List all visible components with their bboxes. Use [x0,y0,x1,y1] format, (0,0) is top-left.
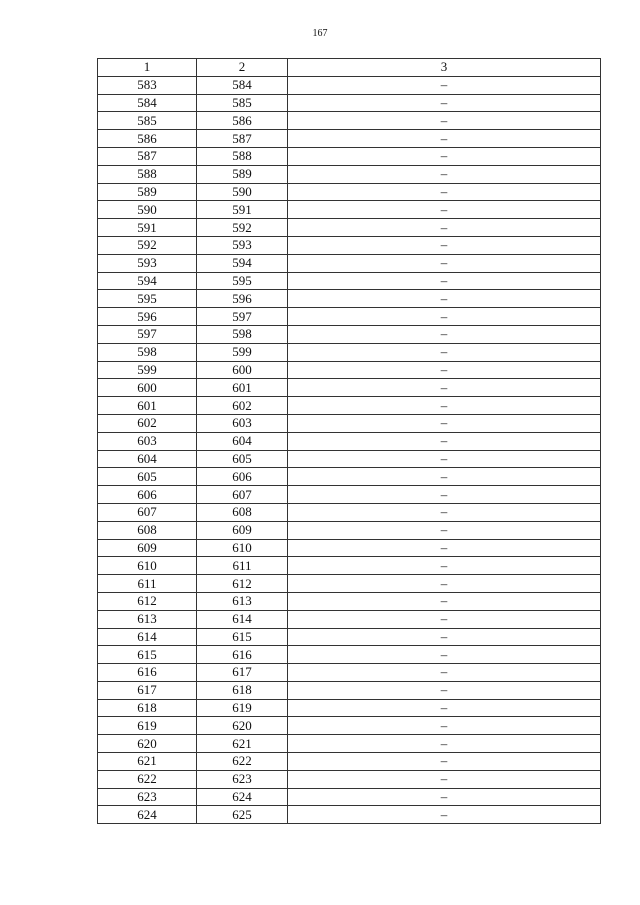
column-header-2: 2 [197,59,288,77]
table-cell-col-2: 607 [197,486,288,504]
table-cell-col-2: 624 [197,788,288,806]
table-cell-col-2: 614 [197,610,288,628]
table-cell-col-3: – [288,664,601,682]
table-cell-col-1: 620 [98,735,197,753]
table-cell-col-3: – [288,575,601,593]
table-row [98,592,601,610]
data-table [97,58,601,824]
table-cell-col-2: 611 [197,557,288,575]
table-cell-col-3: – [288,325,601,343]
table-cell-col-2: 584 [197,76,288,94]
table-cell-col-2: 599 [197,343,288,361]
table-cell-col-1: 618 [98,699,197,717]
table-cell-col-3: – [288,183,601,201]
table-cell-col-2: 585 [197,94,288,112]
table-cell-col-1: 617 [98,681,197,699]
table-cell-col-1: 622 [98,770,197,788]
table-body [98,76,601,823]
table-row [98,699,601,717]
table-cell-col-3: – [288,592,601,610]
table-header-row [98,59,601,77]
table-cell-col-3: – [288,717,601,735]
table-row [98,130,601,148]
table-cell-col-2: 616 [197,646,288,664]
table-row [98,361,601,379]
table-cell-col-2: 603 [197,414,288,432]
table-cell-col-1: 603 [98,432,197,450]
table-cell-col-1: 592 [98,236,197,254]
table-cell-col-1: 601 [98,397,197,415]
table-cell-col-2: 598 [197,325,288,343]
table-cell-col-2: 587 [197,130,288,148]
table-cell-col-3: – [288,165,601,183]
table-cell-col-1: 584 [98,94,197,112]
table-cell-col-1: 588 [98,165,197,183]
table-row [98,646,601,664]
table-row [98,397,601,415]
table-row [98,219,601,237]
table-cell-col-3: – [288,308,601,326]
table-row [98,610,601,628]
table-cell-col-3: – [288,770,601,788]
table-cell-col-1: 604 [98,450,197,468]
table-cell-col-1: 585 [98,112,197,130]
table-cell-col-2: 621 [197,735,288,753]
table-cell-col-2: 593 [197,236,288,254]
table-cell-col-1: 596 [98,308,197,326]
table-cell-col-2: 622 [197,753,288,771]
table-cell-col-3: – [288,468,601,486]
table-cell-col-1: 623 [98,788,197,806]
table-cell-col-2: 592 [197,219,288,237]
table-cell-col-2: 595 [197,272,288,290]
table-cell-col-1: 586 [98,130,197,148]
table-cell-col-1: 591 [98,219,197,237]
table-row [98,806,601,824]
table-cell-col-1: 612 [98,592,197,610]
table-row [98,521,601,539]
table-cell-col-1: 615 [98,646,197,664]
table-row [98,486,601,504]
table-cell-col-2: 618 [197,681,288,699]
table-row [98,201,601,219]
table-cell-col-3: – [288,699,601,717]
table-cell-col-2: 590 [197,183,288,201]
table-cell-col-3: – [288,201,601,219]
table-cell-col-3: – [288,76,601,94]
table-cell-col-1: 602 [98,414,197,432]
table-cell-col-2: 623 [197,770,288,788]
table-cell-col-1: 587 [98,147,197,165]
table-cell-col-3: – [288,254,601,272]
table-cell-col-3: – [288,450,601,468]
table-cell-col-3: – [288,361,601,379]
table-row [98,770,601,788]
table-cell-col-3: – [288,735,601,753]
table-cell-col-2: 612 [197,575,288,593]
table-cell-col-3: – [288,130,601,148]
table-cell-col-3: – [288,414,601,432]
table-row [98,290,601,308]
table-cell-col-1: 613 [98,610,197,628]
table-row [98,681,601,699]
table-cell-col-3: – [288,343,601,361]
table-cell-col-1: 608 [98,521,197,539]
table-cell-col-3: – [288,681,601,699]
table-cell-col-3: – [288,432,601,450]
table-cell-col-1: 594 [98,272,197,290]
table-cell-col-2: 600 [197,361,288,379]
table-cell-col-2: 586 [197,112,288,130]
table-cell-col-3: – [288,539,601,557]
table-cell-col-3: – [288,236,601,254]
table-cell-col-1: 598 [98,343,197,361]
table-cell-col-1: 590 [98,201,197,219]
table-cell-col-1: 606 [98,486,197,504]
table-cell-col-3: – [288,379,601,397]
table-cell-col-2: 589 [197,165,288,183]
table-row [98,112,601,130]
table-cell-col-1: 589 [98,183,197,201]
table-row [98,432,601,450]
table-row [98,254,601,272]
table-cell-col-3: – [288,94,601,112]
table-row [98,379,601,397]
table-row [98,717,601,735]
table-cell-col-1: 624 [98,806,197,824]
table-cell-col-3: – [288,788,601,806]
table-row [98,664,601,682]
column-header-3: 3 [288,59,601,77]
table-cell-col-3: – [288,290,601,308]
table-row [98,183,601,201]
table-row [98,503,601,521]
table-cell-col-3: – [288,147,601,165]
page-number: 167 [312,28,328,39]
table-cell-col-3: – [288,610,601,628]
table-row [98,165,601,183]
table-row [98,557,601,575]
column-header-1: 1 [98,59,197,77]
table-cell-col-2: 613 [197,592,288,610]
table-cell-col-3: – [288,486,601,504]
table-cell-col-2: 615 [197,628,288,646]
table-row [98,468,601,486]
table-cell-col-1: 595 [98,290,197,308]
table-cell-col-2: 608 [197,503,288,521]
table-cell-col-2: 588 [197,147,288,165]
table-row [98,272,601,290]
table-cell-col-2: 617 [197,664,288,682]
table-cell-col-3: – [288,503,601,521]
table-cell-col-2: 606 [197,468,288,486]
table-row [98,575,601,593]
table-cell-col-1: 609 [98,539,197,557]
table-cell-col-3: – [288,806,601,824]
table-row [98,788,601,806]
table-cell-col-2: 601 [197,379,288,397]
table-cell-col-3: – [288,557,601,575]
table-row [98,735,601,753]
table-cell-col-3: – [288,397,601,415]
table-row [98,325,601,343]
table-row [98,94,601,112]
table-cell-col-1: 621 [98,753,197,771]
table-cell-col-2: 625 [197,806,288,824]
table-cell-col-3: – [288,521,601,539]
table-cell-col-1: 616 [98,664,197,682]
table-cell-col-3: – [288,628,601,646]
table-cell-col-1: 614 [98,628,197,646]
table-cell-col-1: 597 [98,325,197,343]
table-cell-col-3: – [288,272,601,290]
table-row [98,450,601,468]
table-cell-col-3: – [288,646,601,664]
table-cell-col-2: 620 [197,717,288,735]
table-cell-col-2: 610 [197,539,288,557]
table-row [98,147,601,165]
table-cell-col-1: 593 [98,254,197,272]
table-cell-col-2: 604 [197,432,288,450]
table-cell-col-2: 594 [197,254,288,272]
table-cell-col-2: 619 [197,699,288,717]
table-cell-col-1: 583 [98,76,197,94]
table-cell-col-1: 599 [98,361,197,379]
table-cell-col-3: – [288,112,601,130]
table-cell-col-1: 611 [98,575,197,593]
table-row [98,539,601,557]
table-cell-col-3: – [288,219,601,237]
table-row [98,628,601,646]
table-cell-col-2: 609 [197,521,288,539]
table-cell-col-2: 602 [197,397,288,415]
table-row [98,76,601,94]
table-row [98,236,601,254]
table-row [98,343,601,361]
table-cell-col-1: 600 [98,379,197,397]
table-cell-col-3: – [288,753,601,771]
table-cell-col-2: 605 [197,450,288,468]
table-cell-col-1: 607 [98,503,197,521]
table-cell-col-2: 596 [197,290,288,308]
table-cell-col-2: 597 [197,308,288,326]
table-row [98,414,601,432]
table-cell-col-1: 610 [98,557,197,575]
table-cell-col-1: 619 [98,717,197,735]
table-row [98,753,601,771]
table-cell-col-2: 591 [197,201,288,219]
table-cell-col-1: 605 [98,468,197,486]
table-row [98,308,601,326]
